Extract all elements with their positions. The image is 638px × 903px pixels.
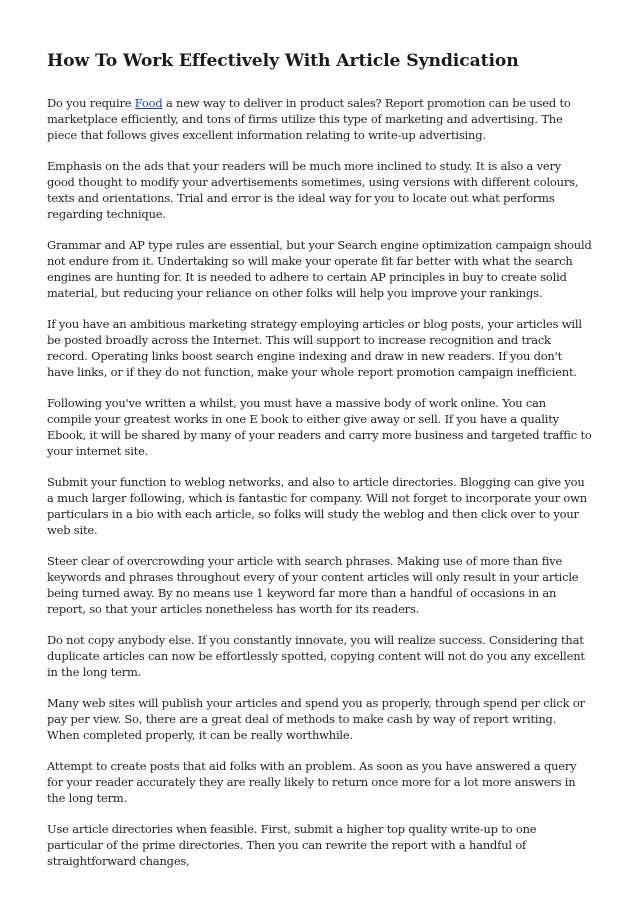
intro-text-end: a new way to deliver in product sales? Report promotion can be used to marketplace efficiently, and tons of firms utilize this type of marketing and advertising. The piece that follows gives excellent information relating to write-up advertising.: [47, 96, 571, 142]
paragraph-aid-folks: Attempt to create posts that aid folks with an problem. As soon as you have answered a query for your reader accurately they are really likely to return once more for a lot more answers in the long term.: [47, 759, 577, 805]
article-title: How To Work Effectively With Article Syndication: [47, 51, 519, 71]
food-link[interactable]: Food: [134, 96, 163, 110]
paragraph-marketing-strategy: If you have an ambitious marketing strategy employing articles or blog posts, your articles will be posted broadly across the Internet. This will support to increase recognition and track record. Operating links boost search engine indexing and draw in new readers. If you don't have links, or if they do not function, make your whole report promotion campaign inefficient.: [47, 317, 582, 379]
intro-text-start: Do you require: [47, 96, 135, 110]
paragraph-no-copy: Do not copy anybody else. If you constantly innovate, you will realize success. Considering that duplicate articles can now be effortlessly spotted, copying content will not do you any excellent in the long term.: [47, 633, 585, 679]
paragraph-web-sites-publish: Many web sites will publish your articles and spend you as properly, through spend per click or pay per view. So, there are a great deal of methods to make cash by way of report writing. When completed properly, it can be really worthwhile.: [47, 696, 585, 742]
paragraph-weblog-networks: Submit your function to weblog networks, and also to article directories. Blogging can give you a much larger following, which is fantastic for company. Will not forget to incorporate your own particulars in a bio with each article, so folks will study the weblog and then click over to your web site.: [47, 475, 587, 537]
paragraph-emphasis-ads: Emphasis on the ads that your readers will be much more inclined to study. It is also a very good thought to modify your advertisements sometimes, using versions with different colours, texts and orientations. Trial and error is the ideal way for you to locate out what performs regarding technique.: [47, 159, 579, 221]
article-body: [47, 50, 592, 884]
intro-paragraph: [47, 95, 592, 143]
paragraph-grammar-ap: Grammar and AP type rules are essential, but your Search engine optimization campaign should not endure from it. Undertaking so will make your operate fit far better with what the search engines are hunting for. It is needed to adhere to certain AP principles in buy to create solid material, but reducing your reliance on other folks will help you improve your rankings.: [47, 238, 592, 300]
paragraph-keywords: Steer clear of overcrowding your article with search phrases. Making use of more than five keywords and phrases throughout every of your content articles will only result in your article being turned away. By no means use 1 keyword far more than a handful of occasions in an report, so that your articles nonetheless has worth for its readers.: [47, 554, 579, 616]
paragraph-ebook: Following you've written a whilst, you must have a massive body of work online. You can compile your greatest works in one E book to either give away or sell. If you have a quality Ebook, it will be shared by many of your readers and carry more business and targeted traffic to your internet site.: [47, 396, 592, 458]
paragraph-article-directories: Use article directories when feasible. First, submit a higher top quality write-up to one particular of the prime directories. Then you can rewrite the report with a handful of straightforward changes,: [47, 822, 537, 868]
